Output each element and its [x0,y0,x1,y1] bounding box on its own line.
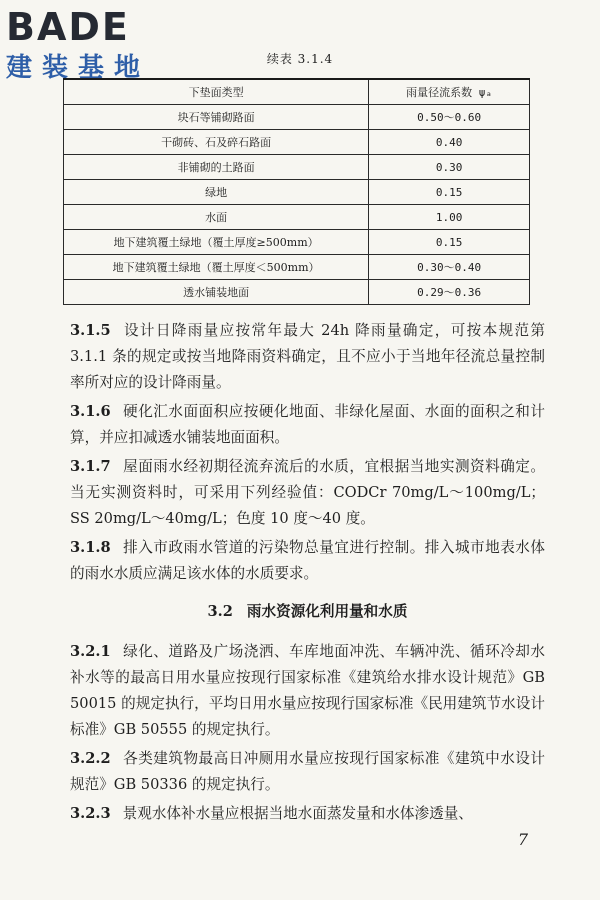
header-runoff-coefficient: 雨量径流系数 ψₐ [369,79,530,105]
table-row [64,255,530,280]
section-heading [70,599,545,625]
clause-number: 3.1.7 [70,458,111,475]
surface-type-cell: 绿地 [64,180,369,205]
page-number: 7 [517,830,528,849]
clause-number: 3.1.6 [70,403,111,420]
logo-brand: BADE [6,5,130,49]
table-row [64,180,530,205]
clause-text: 绿化、道路及广场浇洒、车库地面冲洗、车辆冲洗、循环冷却水补水等的最高日用水量应按现行国家标准《建筑给水排水设计规范》GB 50015 的规定执行，平均日用水量应按现行国家标准《民用建筑节水设计标准》GB 50555 的规定执行。 [70,643,545,738]
clause-number: 3.2.3 [70,805,111,822]
clause-paragraph [70,535,545,587]
watermark-logo [6,4,176,88]
clause-paragraph [70,399,545,451]
clause-text: 景观水体补水量应根据当地水面蒸发量和水体渗透量、 [122,805,473,822]
table-row [64,280,530,305]
clause-text: 设计日降雨量应按常年最大 24h 降雨量确定，可按本规范第 3.1.1 条的规定或按当地降雨资料确定，且不应小于当地年径流总量控制率所对应的设计降雨量。 [70,322,545,391]
section-number: 3.2 [207,603,233,620]
table-row [64,130,530,155]
clause-number: 3.1.5 [70,322,111,339]
surface-type-cell: 地下建筑覆土绿地（覆土厚度＜500mm） [64,255,369,280]
clause-text: 硬化汇水面面积应按硬化地面、非绿化屋面、水面的面积之和计算，并应扣减透水铺装地面面积。 [70,403,545,446]
coefficient-cell: 1.00 [369,205,530,230]
clause-paragraph [70,318,545,396]
body-text [70,318,545,830]
clause-paragraph [70,639,545,743]
table-row [64,155,530,180]
coefficient-cell: 0.50～0.60 [369,105,530,130]
logo-subtitle: 建装基地 [6,53,151,83]
surface-type-cell: 非铺砌的土路面 [64,155,369,180]
clause-paragraph [70,454,545,532]
clause-paragraph [70,746,545,798]
header-surface-type: 下垫面类型 [64,79,369,105]
clause-paragraph [70,801,545,827]
section-title: 雨水资源化利用量和水质 [246,603,408,620]
surface-type-cell: 透水铺装地面 [64,280,369,305]
clause-text: 屋面雨水经初期径流弃流后的水质，宜根据当地实测资料确定。当无实测资料时，可采用下列经验值：CODCr 70mg/L～100mg/L；SS 20mg/L～40mg/L；色度 10 度～40 度。 [70,458,545,527]
surface-type-cell: 块石等铺砌路面 [64,105,369,130]
coefficient-cell: 0.40 [369,130,530,155]
clause-number: 3.2.2 [70,750,111,767]
runoff-coefficient-table [63,78,530,305]
surface-type-cell: 干砌砖、石及碎石路面 [64,130,369,155]
clause-text: 排入市政雨水管道的污染物总量宜进行控制。排入城市地表水体的雨水水质应满足该水体的水质要求。 [70,539,545,582]
clause-number: 3.2.1 [70,643,111,660]
coefficient-cell: 0.29～0.36 [369,280,530,305]
table-row [64,205,530,230]
table-row [64,230,530,255]
coefficient-cell: 0.15 [369,180,530,205]
coefficient-cell: 0.30 [369,155,530,180]
clause-number: 3.1.8 [70,539,111,556]
surface-type-cell: 地下建筑覆土绿地（覆土厚度≥500mm） [64,230,369,255]
table-caption: 续表 3.1.4 [266,52,334,66]
clause-text: 各类建筑物最高日冲厕用水量应按现行国家标准《建筑中水设计规范》GB 50336 的规定执行。 [70,750,545,793]
coefficient-cell: 0.15 [369,230,530,255]
surface-type-cell: 水面 [64,205,369,230]
table-row [64,105,530,130]
table-header-row [64,79,530,105]
coefficient-cell: 0.30～0.40 [369,255,530,280]
